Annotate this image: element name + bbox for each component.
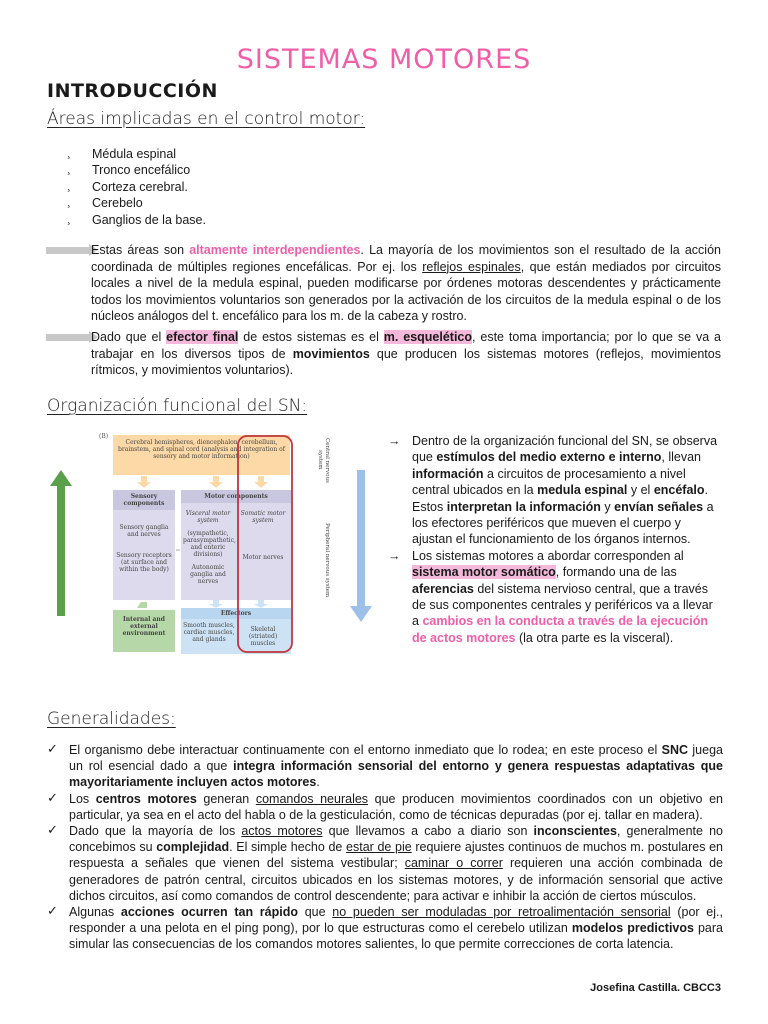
effectors-title: Effectors — [181, 608, 291, 619]
subheading-organizacion: Organización funcional del SN: — [47, 396, 308, 416]
paragraph-interdependientes: Estas áreas son altamente interdependientes. La mayoría de los movimientos son el resultado de la acción coordinada de múltiples regiones encefálicas. Por ej. los reflejos espinales, que están mediados por circuitos locales a nivel de la medula espinal, pueden modificarse por órdenes motoras descendentes y prácticamente todos los movimientos voluntarios son generados por la activación de los circuitos de la medula espinal o de los núcleos análogos del t. encefálico para los m. de la cabeza y rostro. — [91, 243, 721, 323]
footer-author: Josefina Castilla. CBCC3 — [590, 982, 721, 994]
visceral-system: Visceral motor system — [185, 510, 231, 524]
list-item: ¸ Ganglios de la base. — [67, 212, 206, 228]
somatic-highlight-frame — [238, 436, 292, 652]
page-title: SISTEMAS MOTORES — [236, 44, 532, 75]
arrow-right-icon: → — [388, 548, 401, 563]
check-icon: ✓ — [47, 789, 58, 805]
arrow-right-icon — [46, 247, 90, 254]
arrow-right-icon: → — [388, 434, 401, 448]
section-heading-introduccion: INTRODUCCIÓN — [47, 80, 218, 102]
skeletal-muscles: Skeletal (striated) muscles — [248, 626, 278, 647]
subheading-areas: Áreas implicadas en el control motor: — [47, 109, 366, 129]
areas-list — [67, 146, 206, 228]
diagram-label: (B) — [99, 433, 109, 440]
diagram-connectors — [93, 430, 376, 658]
motor-title: Motor components — [181, 490, 291, 503]
visceral-divisions: (sympathetic, parasympathetic, and enteric divisions) — [183, 530, 236, 558]
sensory-ganglia: Sensory ganglia and nerves — [119, 524, 169, 538]
list-item: ✓ El organismo debe interactuar continuamente con el entorno inmediato que lo rodea; en este proceso el SNC juega un rol esencial dado a que integra información sensorial del entorno y genera respuestas adaptativas que mayoritariamente incluyen actos motores. — [47, 741, 723, 790]
autonomic-ganglia: Autonomic ganglia and nerves — [190, 564, 226, 585]
note-item: → Dentro de la organización funcional del SN, se observa que estímulos del medio externo e interno, llevan información a circuitos de procesamiento a nivel central ubicados en la medula espinal y el encéfalo. Estos interpretan la información y envían señales a los efectores periféricos que mueven el cuerpo y ajustan el funcionamiento de los órganos internos. — [388, 434, 718, 547]
arrow-right-icon — [46, 334, 90, 341]
list-item: ¸ Médula espinal — [67, 146, 206, 162]
environment-box: Internal and external environment — [113, 610, 175, 652]
motor-nerves: Motor nerves — [242, 554, 284, 561]
sensory-receptors: Sensory receptors (at surface and within the body) — [116, 552, 172, 573]
list-item: ✓ Dado que la mayoría de los actos motores que llevamos a cabo a diario son inconscientes, generalmente no concebimos su complejidad. El simple hecho de estar de pie requiere ajustes continuos de muchos m. postulares en respuesta a señales que vienen del sistema vestibular; caminar o correr requieren una acción combinada de generadores de patrón central, circuitos ubicados en los sistemas motores, y de información sensorial que active dichos circuitos, así como comandos de control descendente; para activar e inhibir la acción de ciertos músculos. — [47, 822, 723, 903]
note-item: → Los sistemas motores a abordar corresponden al sistema motor somático, formando una de las aferencias del sistema nervioso central, que a través de sus componentes centrales y periféricos va a llevar a cambios en la conducta a través de la ejecución de actos motores (la otra parte es la visceral). — [388, 548, 713, 645]
subheading-generalidades: Generalidades: — [47, 709, 176, 729]
list-item: ✓ Algunas acciones ocurren tan rápido que no pueden ser moduladas por retroalimentación sensorial (por ej., responder a una pelota en el ping pong), por lo que estructuras como el cerebelo utilizan modelos predictivos para simular las consecuencias de los comandos motores salientes, lo que permite correcciones de corta latencia. — [47, 903, 723, 952]
somatic-system: Somatic motor system — [240, 510, 286, 524]
functional-organization-diagram — [93, 430, 376, 658]
check-icon: ✓ — [47, 741, 58, 756]
check-icon: ✓ — [47, 903, 58, 919]
generalidades-list — [47, 742, 723, 953]
cns-box: Cerebral hemispheres, diencephalon, cerebellum, brainstem, and spinal cord (analysis and integration of sensory and motor information) — [113, 435, 290, 475]
right-column-notes — [388, 433, 718, 646]
list-item: ¸ Cerebelo — [67, 195, 206, 211]
paragraph-efector-final: Dado que el efector final de estos sistemas es el m. esquelético, este toma importancia; por lo que se va a trabajar en los diversos tipos de movimientos que producen los sistemas motores (reflejos, movimientos rítmicos, y movimientos voluntarios). — [91, 330, 721, 377]
pns-label: Peripheral nervous system — [324, 522, 330, 598]
check-icon: ✓ — [47, 822, 58, 838]
list-item: ✓ Los centros motores generan comandos neurales que producen movimientos coordinados con un objetivo en particular, ya sea en el acto del habla o de la gesticulación, como de técnicas depuradas (por ej. tallar en madera). — [47, 789, 723, 822]
arrow-up-icon — [50, 470, 72, 616]
smooth-muscles: Smooth muscles, cardiac muscles, and glands — [183, 622, 235, 643]
cns-label: Central nervous system — [317, 437, 330, 483]
list-item: ¸ Corteza cerebral. — [67, 179, 206, 195]
sensory-title: Sensory components — [113, 490, 175, 510]
list-item: ¸ Tronco encefálico — [67, 162, 206, 178]
